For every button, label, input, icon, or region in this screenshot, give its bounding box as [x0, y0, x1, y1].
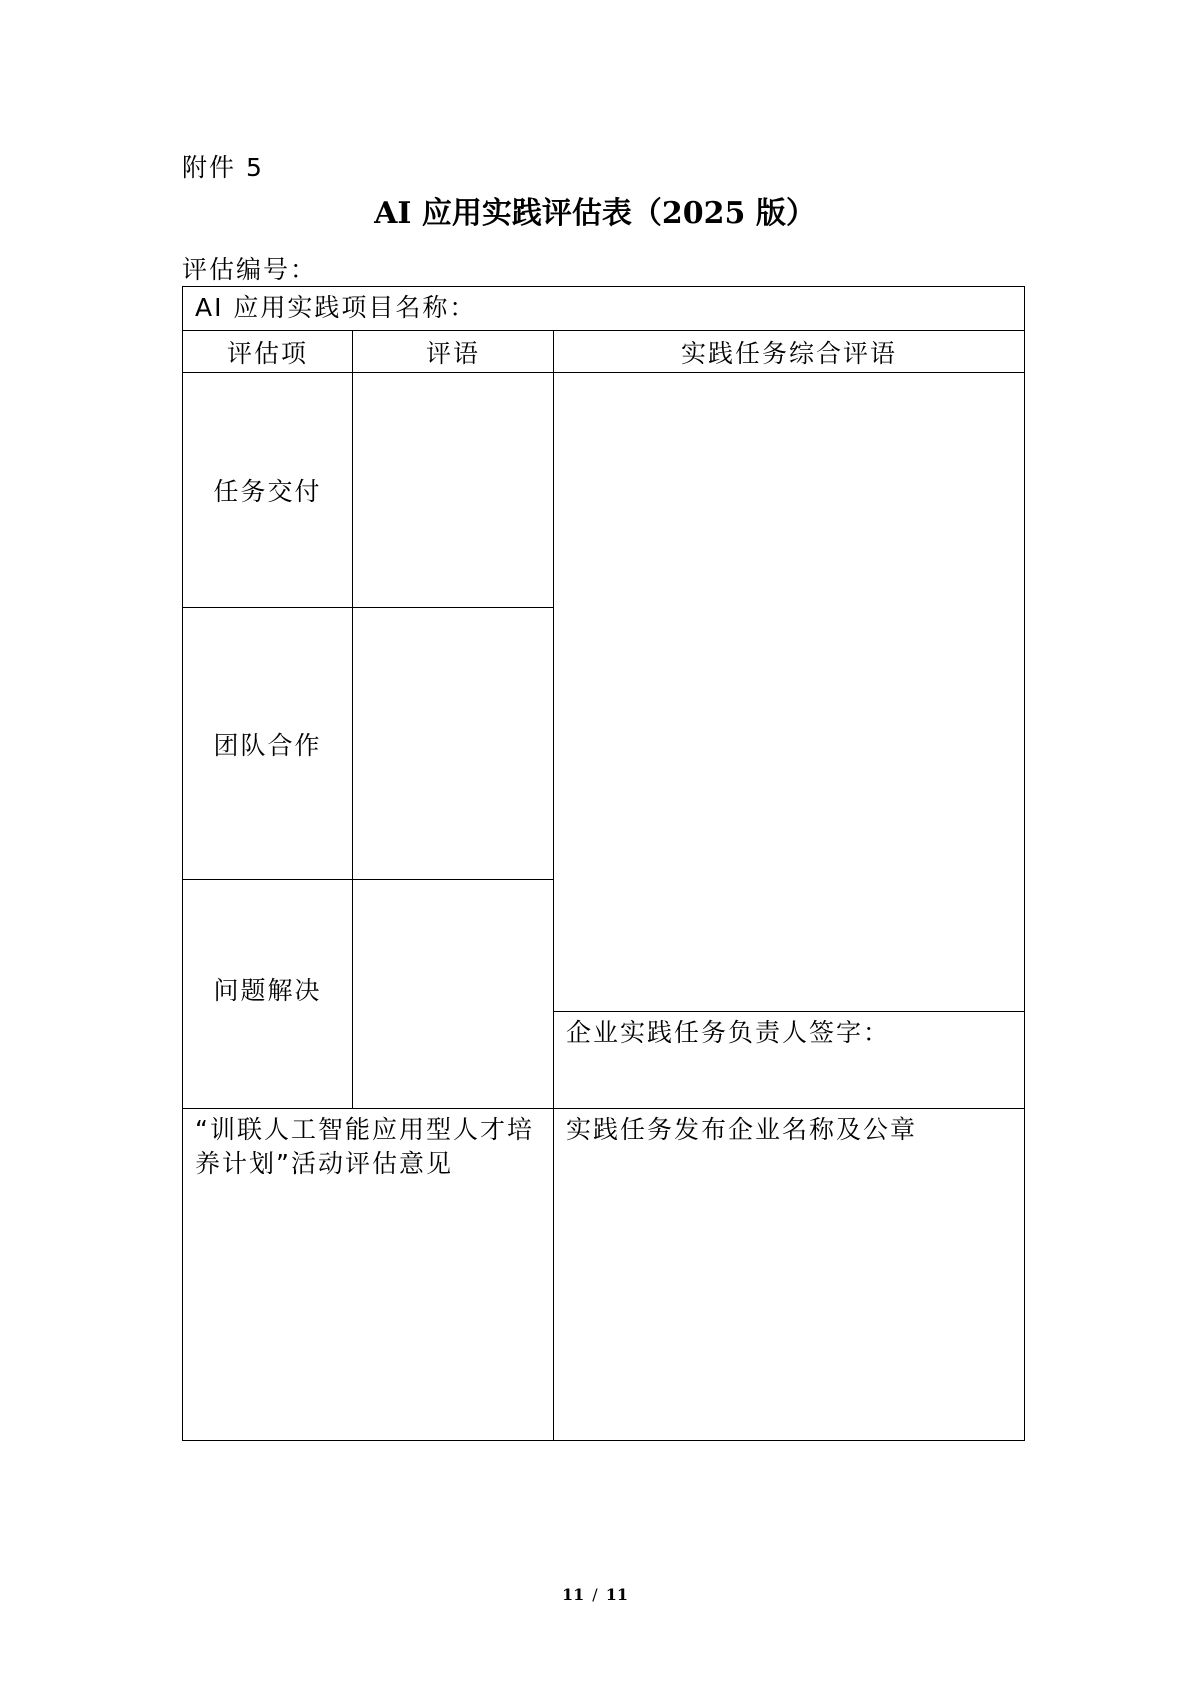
row-teamwork-label-cell — [182, 607, 353, 880]
header-comment-cell — [352, 330, 554, 373]
header-item-cell — [182, 330, 353, 373]
company-seal-cell — [553, 1108, 1025, 1441]
project-name-cell — [182, 286, 1025, 331]
row-problem-solving-label-cell — [182, 879, 353, 1109]
page-separator: / — [592, 1585, 598, 1604]
header-summary-cell — [553, 330, 1025, 373]
program-opinion-cell — [182, 1108, 554, 1441]
header-summary: 实践任务综合评语 — [680, 338, 897, 368]
row-problem-solving-label: 问题解决 — [213, 976, 322, 1005]
current-page: 11 — [562, 1585, 585, 1604]
summary-comment-cell — [553, 372, 1025, 1012]
evaluation-number-label: 评估编号： — [182, 255, 318, 284]
row-task-delivery-label-cell — [182, 372, 353, 608]
row-teamwork-label: 团队合作 — [213, 730, 322, 760]
program-opinion-label: “训联人工智能应用型人才培养计划”活动评估意见 — [195, 1115, 534, 1178]
row-task-delivery-label: 任务交付 — [213, 477, 322, 506]
attachment-label: 附件 5 — [182, 153, 264, 182]
page-title: AI 应用实践评估表（2025 版） — [374, 196, 816, 231]
row-task-delivery-comment-cell — [352, 372, 554, 608]
company-seal-label: 实践任务发布企业名称及公章 — [566, 1115, 918, 1144]
header-comment: 评语 — [425, 338, 480, 368]
page-number — [0, 1585, 1190, 1604]
header-item: 评估项 — [226, 338, 308, 368]
total-pages: 11 — [605, 1585, 628, 1604]
signature-label: 企业实践任务负责人签字： — [566, 1018, 891, 1047]
project-name-label: AI 应用实践项目名称： — [195, 293, 477, 322]
row-problem-solving-comment-cell — [352, 879, 554, 1109]
row-teamwork-comment-cell — [352, 607, 554, 880]
signature-cell — [553, 1011, 1025, 1109]
